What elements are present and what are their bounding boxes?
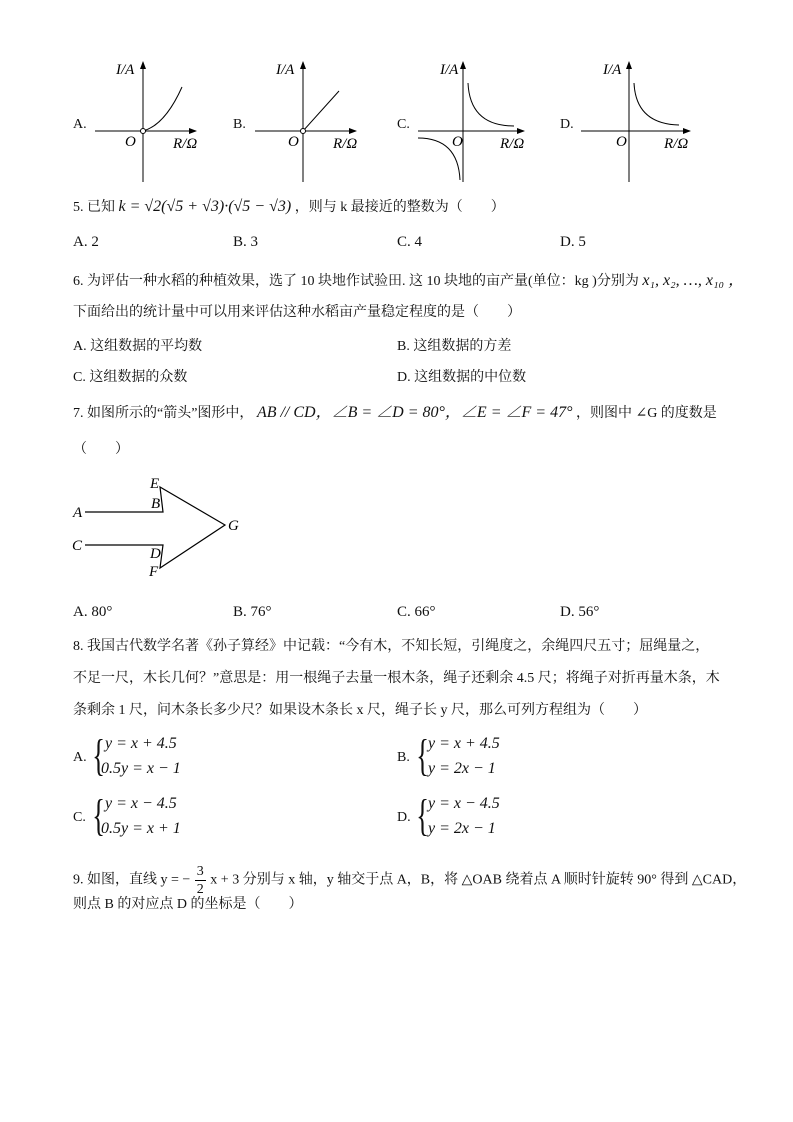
q7-arrow-figure	[60, 470, 320, 590]
equation-1: y = x − 4.5	[428, 795, 500, 812]
q6-text: 6. 为评估一种水稻的种植效果，选了 10 块地作试验田. 这 10 块地的亩产量(单位：kg )分别为	[73, 274, 639, 289]
equation-2: y = 2x − 1	[428, 760, 496, 777]
fraction-numerator: 3	[196, 864, 204, 879]
graph-b	[255, 62, 357, 182]
brace: {	[416, 791, 429, 840]
svg-text:I/A: I/A	[440, 62, 459, 78]
label-d: D	[150, 546, 161, 562]
label-f: F	[149, 564, 159, 580]
q4-option-a-label: A.	[73, 117, 87, 132]
q7-question-line1	[73, 403, 717, 424]
q9-text: x + 3 分别与 x 轴，y 轴交于点 A，B，将 △OAB 绕着点 A 顺时针旋转 90° 得到 △CAD，	[210, 872, 747, 888]
q7-option-c[interactable]: C. 66°	[397, 604, 436, 620]
svg-text:O: O	[452, 134, 463, 150]
fraction-denominator: 2	[196, 882, 204, 897]
y-axis-label: I/A	[116, 62, 135, 78]
fraction	[195, 863, 206, 898]
q8-question-line1: 8. 我国古代数学名著《孙子算经》中记载：“今有木，不知长短，引绳度之，余绳四尺五寸；屈绳量之，	[73, 639, 710, 654]
origin-label: O	[125, 134, 136, 150]
q6-option-d[interactable]: D. 这组数据的中位数	[397, 370, 527, 385]
q5-prefix: 5. 已知	[73, 200, 115, 215]
q4-option-c-label: C.	[397, 117, 410, 132]
q7-text: 7. 如图所示的“箭头”图形中，	[73, 406, 254, 421]
equation-2: 0.5y = x − 1	[101, 760, 181, 777]
q4-option-d-label: D.	[560, 117, 574, 132]
q6-option-a[interactable]: A. 这组数据的平均数	[73, 339, 203, 354]
q6-question-line1	[73, 271, 744, 292]
equation-1: y = x + 4.5	[428, 735, 500, 752]
q5-option-a[interactable]: A. 2	[73, 234, 99, 250]
label-c: C	[72, 538, 83, 554]
q7-option-a[interactable]: A. 80°	[73, 604, 113, 620]
q7-text-end: ，则图中 ∠G 的度数是	[575, 406, 717, 421]
x-axis-label: R/Ω	[173, 136, 198, 152]
equation-2: y = 2x − 1	[428, 820, 496, 837]
curve-a	[143, 87, 182, 131]
graph-a	[95, 62, 197, 182]
svg-text:O: O	[616, 134, 627, 150]
option-label: B.	[397, 750, 410, 765]
q5-option-d[interactable]: D. 5	[560, 234, 586, 250]
label-a: A	[73, 505, 83, 521]
option-label: A.	[73, 750, 87, 765]
q5-formula: k = √2(√5 + √3)·(√5 − √3)	[118, 198, 292, 215]
svg-text:R/Ω: R/Ω	[664, 136, 689, 152]
q4-option-b-label: B.	[233, 117, 246, 132]
svg-text:O: O	[288, 134, 299, 150]
option-label: C.	[73, 810, 86, 825]
label-e: E	[150, 476, 160, 492]
svg-text:R/Ω: R/Ω	[333, 136, 358, 152]
graph-d	[581, 62, 690, 182]
graph-c	[418, 62, 524, 182]
svg-text:R/Ω: R/Ω	[500, 136, 525, 152]
q9-question-line1	[73, 863, 746, 898]
equation-1: y = x − 4.5	[105, 795, 177, 812]
q6-option-c[interactable]: C. 这组数据的众数	[73, 370, 188, 385]
q6-option-b[interactable]: B. 这组数据的方差	[397, 339, 512, 354]
q5-suffix: ，则与 k 最接近的整数为（ ）	[294, 200, 505, 215]
q6-variables: x₁, x₂, …, x₁₀ ，	[642, 272, 745, 289]
option-label: D.	[397, 810, 411, 825]
line-b	[303, 91, 339, 131]
equation-2: 0.5y = x + 1	[101, 820, 181, 837]
brace: {	[92, 731, 105, 780]
equation-1: y = x + 4.5	[105, 735, 177, 752]
brace: {	[416, 731, 429, 780]
q5-question	[73, 197, 505, 218]
q9-question-line2: 则点 B 的对应点 D 的坐标是（ ）	[73, 897, 303, 912]
label-g: G	[228, 518, 239, 534]
q7-conditions: AB // CD，∠B = ∠D = 80°，∠E = ∠F = 47°	[256, 404, 573, 421]
q6-question-line2: 下面给出的统计量中可以用来评估这种水稻亩产量稳定程度的是（ ）	[73, 305, 521, 320]
svg-text:I/A: I/A	[276, 62, 295, 78]
q7-answer-blank: （ ）	[73, 442, 129, 457]
q7-option-b[interactable]: B. 76°	[233, 604, 272, 620]
q5-option-c[interactable]: C. 4	[397, 234, 423, 250]
q4-graphs	[0, 0, 793, 190]
q5-option-b[interactable]: B. 3	[233, 234, 259, 250]
q7-option-d[interactable]: D. 56°	[560, 604, 600, 620]
svg-text:I/A: I/A	[603, 62, 622, 78]
q9-prefix: 9. 如图，直线 y = −	[73, 872, 191, 888]
q8-question-line2: 不足一尺，木长几何？”意思是：用一根绳子去量一根木条，绳子还剩余 4.5 尺；将绳子对折再量木条，木	[73, 671, 720, 686]
brace: {	[92, 791, 105, 840]
label-b: B	[151, 496, 161, 512]
q8-question-line3: 条剩余 1 尺，问木条长多少尺？如果设木条长 x 尺，绳子长 y 尺，那么可列方程组为（ ）	[73, 703, 647, 718]
